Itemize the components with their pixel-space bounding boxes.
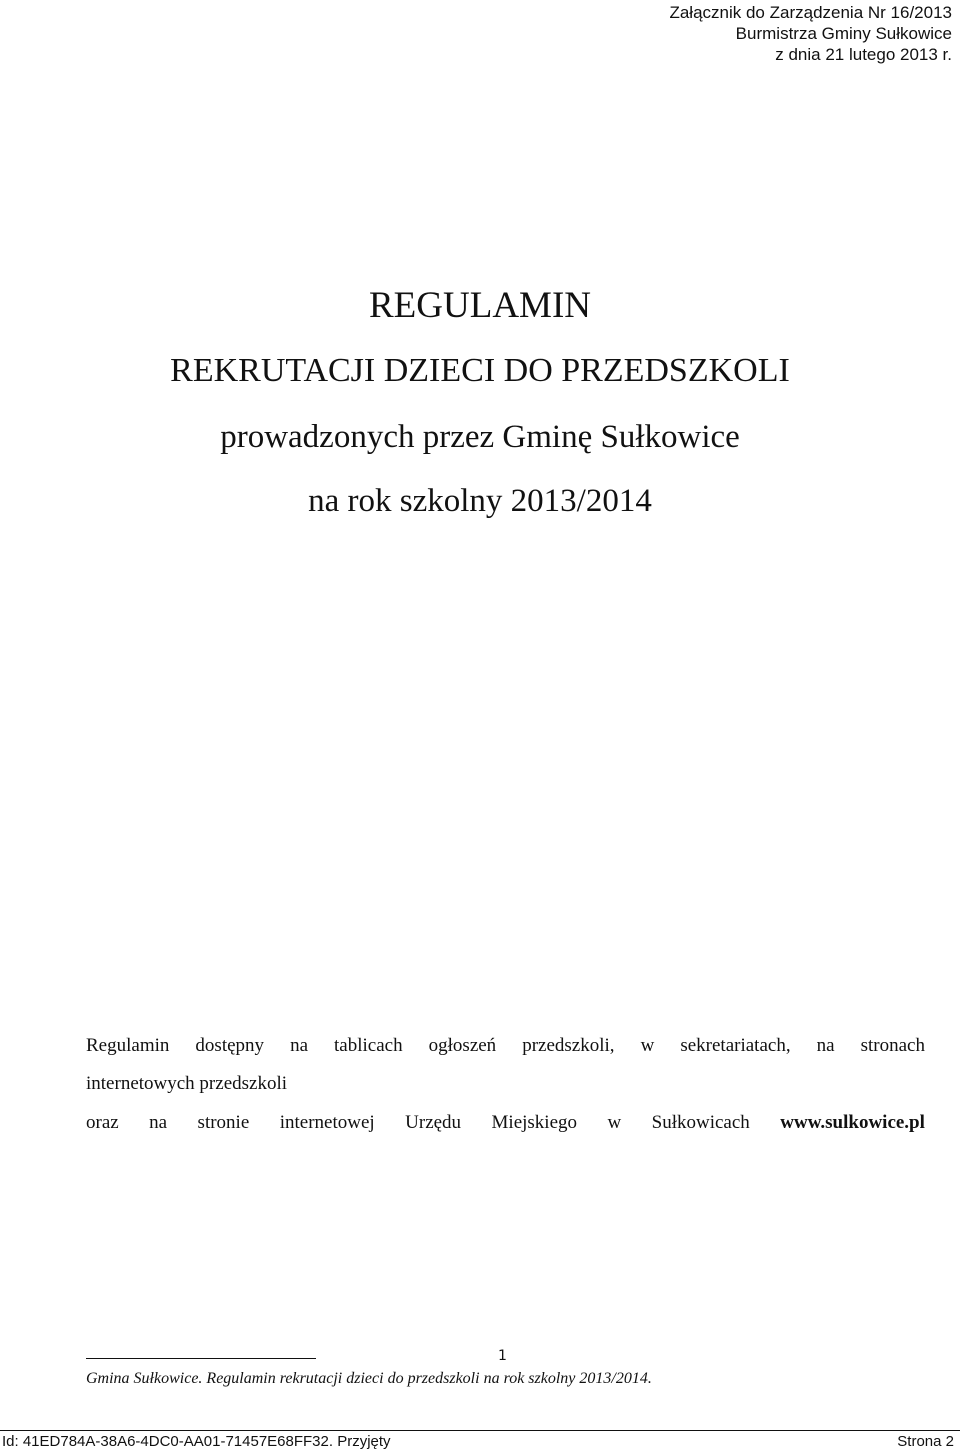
word: Regulamin xyxy=(86,1035,170,1056)
word: Sułkowicach xyxy=(651,1112,750,1133)
document-title: REGULAMIN xyxy=(369,285,591,326)
word: przedszkoli, xyxy=(522,1035,615,1056)
word: w xyxy=(640,1035,655,1056)
attachment-note-line-3: z dnia 21 lutego 2013 r. xyxy=(775,45,952,64)
word: tablicach xyxy=(334,1035,403,1056)
document-subtitle: REKRUTACJI DZIECI DO PRZEDSZKOLI xyxy=(170,352,790,389)
word: sekretariatach, xyxy=(680,1035,791,1056)
word: stronie xyxy=(197,1112,250,1133)
word: stronach xyxy=(860,1035,925,1056)
website-link[interactable]: www.sulkowice.pl xyxy=(780,1112,925,1133)
availability-line-3 xyxy=(86,1112,925,1134)
document-subtitle-issuer: prowadzonych przez Gminę Sułkowice xyxy=(220,419,740,455)
word: Urzędu xyxy=(405,1112,462,1133)
footer-page-label: Strona 2 xyxy=(897,1433,954,1450)
footnote-divider xyxy=(86,1358,316,1359)
word: ogłoszeń xyxy=(428,1035,497,1056)
word: internetowej xyxy=(279,1112,375,1133)
attachment-note xyxy=(669,2,952,65)
attachment-note-line-1: Załącznik do Zarządzenia Nr 16/2013 xyxy=(669,3,952,22)
word: na xyxy=(816,1035,835,1056)
word: Miejskiego xyxy=(491,1112,578,1133)
page-number: 1 xyxy=(498,1348,507,1364)
word: w xyxy=(607,1112,622,1133)
availability-line-1 xyxy=(86,1035,925,1057)
footer-divider xyxy=(0,1430,960,1431)
word: dostępny xyxy=(195,1035,265,1056)
availability-line-2: internetowych przedszkoli xyxy=(86,1073,288,1094)
word: na xyxy=(149,1112,168,1133)
document-id: Id: 41ED784A-38A6-4DC0-AA01-71457E68FF32. Przyjęty xyxy=(2,1433,391,1450)
document-subtitle-year: na rok szkolny 2013/2014 xyxy=(308,483,652,519)
word: na xyxy=(290,1035,308,1056)
footnote-text: Gmina Sułkowice. Regulamin rekrutacji dzieci do przedszkoli na rok szkolny 2013/2014. xyxy=(86,1370,652,1387)
attachment-note-line-2: Burmistrza Gminy Sułkowice xyxy=(735,24,952,43)
word: oraz xyxy=(86,1112,119,1133)
